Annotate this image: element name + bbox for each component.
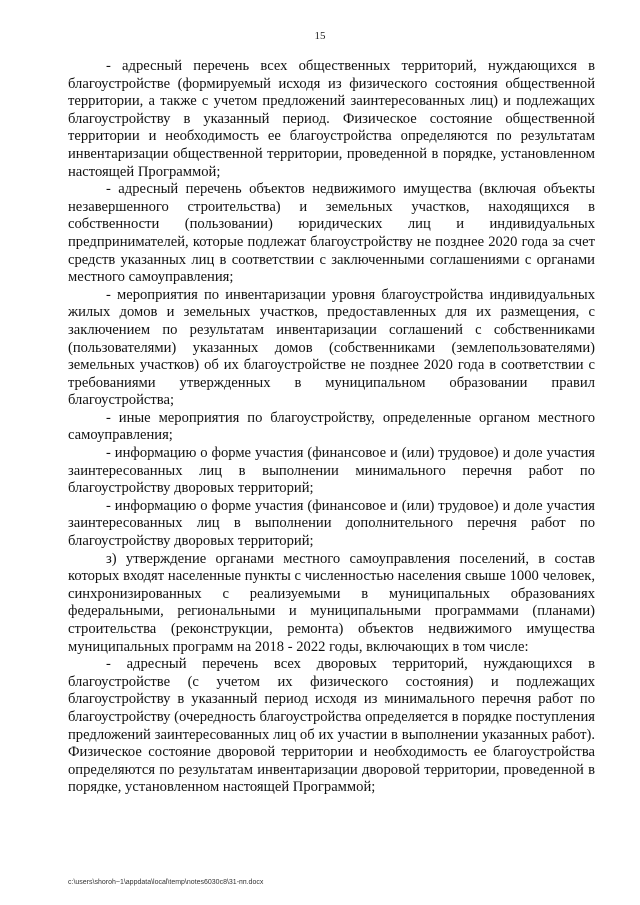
paragraph-other-measures: - иные мероприятия по благоустройству, определенные органом местного самоуправления; [68,409,595,444]
paragraph-participation-additional: - информацию о форме участия (финансовое и (или) трудовое) и доле участия заинтересованных лиц в выполнении дополнительного перечня работ по благоустройству дворовых территорий; [68,497,595,550]
document-body [68,58,595,797]
paragraph-participation-minimum: - информацию о форме участия (финансовое и (или) трудовое) и доле участия заинтересованных лиц в выполнении минимального перечня работ по благоустройству дворовых территорий; [68,445,595,497]
paragraph-inventory-measures: - мероприятия по инвентаризации уровня благоустройства индивидуальных жилых домов и земельных участков, предоставленных для их размещения, с заключением по результатам инвентаризации соглашений с собственниками (пользователями) указанных домов (собственниками (землепользователями) земельных участков) об их благоустройстве не позднее 2020 года в соответствии с требованиями утвержденных в муниципальном образовании правил благоустройства; [68,286,595,409]
paragraph-real-estate-list: - адресный перечень объектов недвижимого имущества (включая объекты незавершенного строительства) и земельных участков, находящихся в собственности (пользовании) юридических лиц и индивидуальных предпринимателей, которые подлежат благоустройству не позднее 2020 года за счет средств указанных лиц в соответствии с заключенными соглашениями с органами местного самоуправления; [68,181,595,286]
paragraph-item-z: з) утверждение органами местного самоуправления поселений, в состав которых входят населенные пункты с численностью населения свыше 1000 человек, синхронизированных с реализуемыми в муниципальных образованиях федеральными, региональными и муниципальными программами (планами) строительства (реконструкции, ремонта) объектов недвижимого имущества муниципальных программ на 2018 - 2022 годы, включающих в том числе: [68,550,595,655]
paragraph-courtyard-list: - адресный перечень всех дворовых территорий, нуждающихся в благоустройстве (с учетом их физического состояния) и подлежащих благоустройству в указанный период исходя из минимального перечня работ по благоустройству (очередность благоустройства определяется в порядке поступления предложений заинтересованных лиц об их участии в выполнении указанных работ). Физическое состояние дворовой территории и необходимость ее благоустройства определяются по результатам инвентаризации дворовой территории, проведенной в порядке, установленном настоящей Программой; [68,656,595,796]
footer-file-path: c:\users\shoroh~1\appdata\local\temp\notes6030c8\31-пп.docx [68,879,264,886]
paragraph-public-territories-list: - адресный перечень всех общественных территорий, нуждающихся в благоустройстве (формируемый исходя из физического состояния общественной территории, а также с учетом предложений заинтересованных лиц) и подлежащих благоустройству в указанный период. Физическое состояние общественной территории и необходимость ее благоустройства определяются по результатам инвентаризации общественной территории, проведенной в порядке, установленном настоящей Программой; [68,58,595,180]
page-number: 15 [314,30,326,42]
